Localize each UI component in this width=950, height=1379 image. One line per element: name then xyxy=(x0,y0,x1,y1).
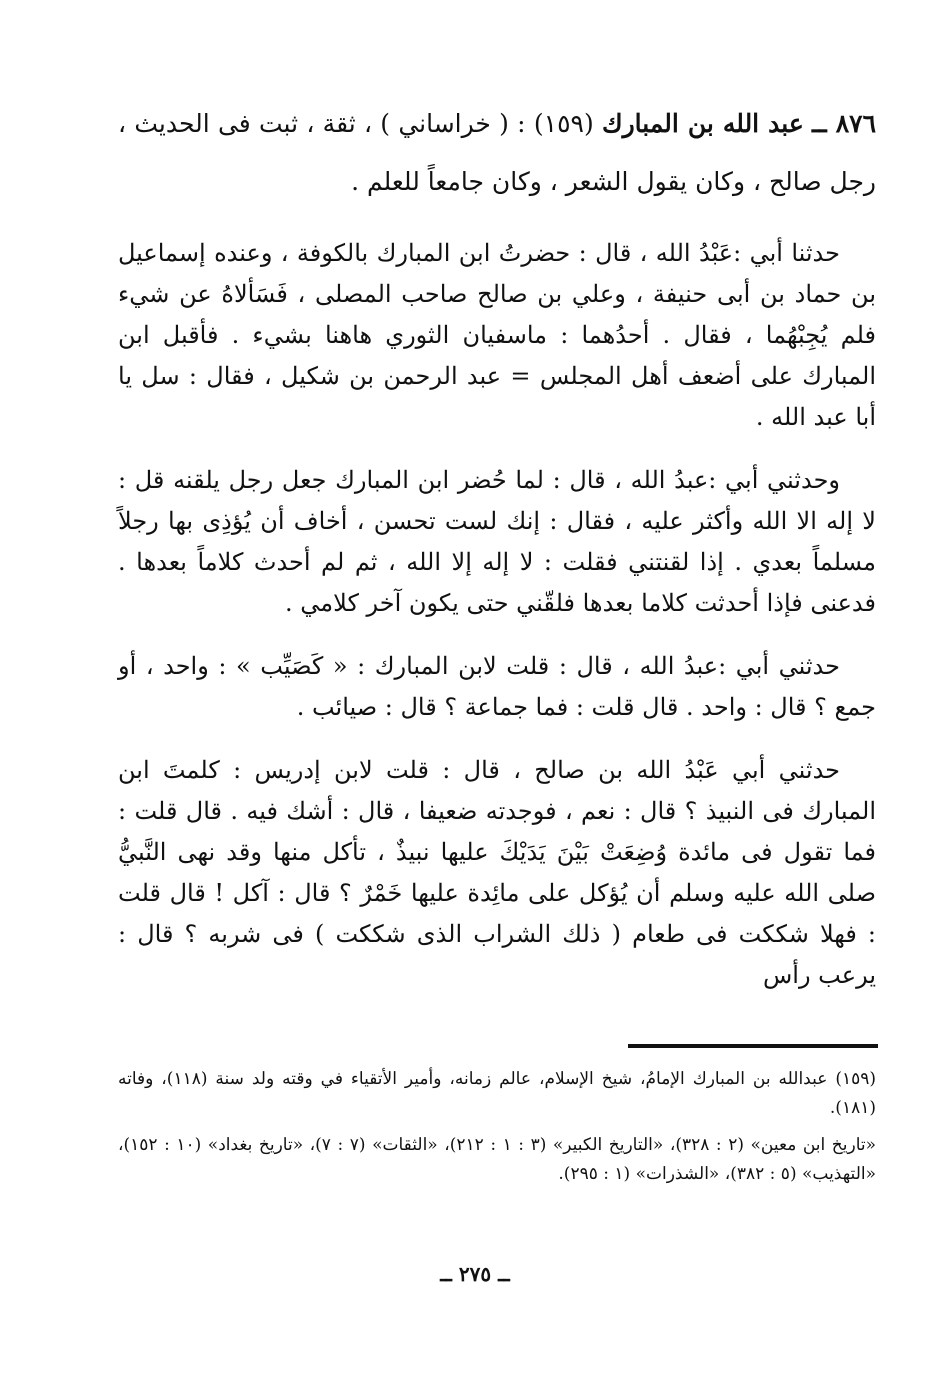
footnote-divider xyxy=(628,1044,878,1048)
paragraph-2: وحدثني أبي :عبدُ الله ، قال : لما حُضر ابن المبارك جعل رجل يلقنه قل : لا إله الا الله وأكثر عليه ، فقال : إنك لست تحسن ، أخاف أن يُؤذِى بها رجلاً مسلماً بعدي . إذا لقنتني فقلت : لا إله إلا الله ، ثم لم أحدث كلاماً بعدها . فدعنى فإذا أحدثت كلاما بعدها فلقّني حتى يكون آخر كلامي . xyxy=(118,466,876,617)
footnote-reference: (١٥٩) xyxy=(533,109,594,138)
footnote-1: (١٥٩) عبدالله بن المبارك الإمامُ، شيخ الإسلام، عالم زمانه، وأمير الأتقياء في وقته ولد سنة (١١٨)، وفاته (١٨١). xyxy=(118,1069,876,1118)
paragraph-4: حدثني أبي عَبْدُ الله بن صالح ، قال : قلت لابن إدريس : كلمتَ ابن المبارك فى النبيذ ؟ قال : نعم ، فوجدته ضعيفا ، قال : أشك فيه . قال قلت : فما تقول فى مائدة وُضِعَتْ بَيْنَ يَدَيْكَ عليها نبيذٌ ، تأكل منها وقد نهى النَّبيُّ صلى الله عليه وسلم أن يُؤكل على مائِدة عليها خَمْرٌ ؟ قال : آكل ! قال قلت : فهلا شككت فى طعام ( ذلك الشراب الذى شككت ) فى شربه ؟ قال : يرعب رأس xyxy=(118,756,876,989)
footnote-2: «تاريخ ابن معين» (٢ : ٣٢٨)، «التاريخ الكبير» (٣ : ١ : ٢١٢)، «الثقات» (٧ : ٧)، «تاريخ بغداد» (١٠ : ١٥٢)، «التهذيب» (٥ : ٣٨٢)، «الشذرات» (١ : ٢٩٥). xyxy=(118,1135,877,1184)
entry-heading xyxy=(118,95,876,211)
footnotes xyxy=(118,1065,876,1197)
page-body xyxy=(118,95,876,1018)
paragraph-3: حدثني أبي :عبدُ الله ، قال : قلت لابن المبارك : « كَصَيِّب » : واحد ، أو جمع ؟ قال : واحد . قال قلت : فما جماعة ؟ قال : صيائب . xyxy=(118,652,876,721)
page-number: ــ ٢٧٥ ــ xyxy=(440,1262,510,1286)
entry-number: ٨٧٦ ــ xyxy=(812,109,877,138)
entry-name: عبد الله بن المبارك xyxy=(601,109,804,138)
entry-description: : ( خراساني ) ، ثقة ، ثبت فى الحديث ، رجل صالح ، وكان يقول الشعر ، وكان جامعاً للعلم . xyxy=(118,109,876,196)
paragraph-1: حدثنا أبي :عَبْدُ الله ، قال : حضرتُ ابن المبارك بالكوفة ، وعنده إسماعيل بن حماد بن أبى حنيفة ، وعلي بن صالح صاحب المصلى ، فَسَألاهُ عن شيء فلم يُجِبْهُما ، فقال . أحدُهما : ماسفيان الثوري هاهنا بشيء . فأقبل ابن المبارك على أضعف أهل المجلس = عبد الرحمن بن شكيل ، فقال : سل يا أبا عبد الله . xyxy=(118,239,876,431)
